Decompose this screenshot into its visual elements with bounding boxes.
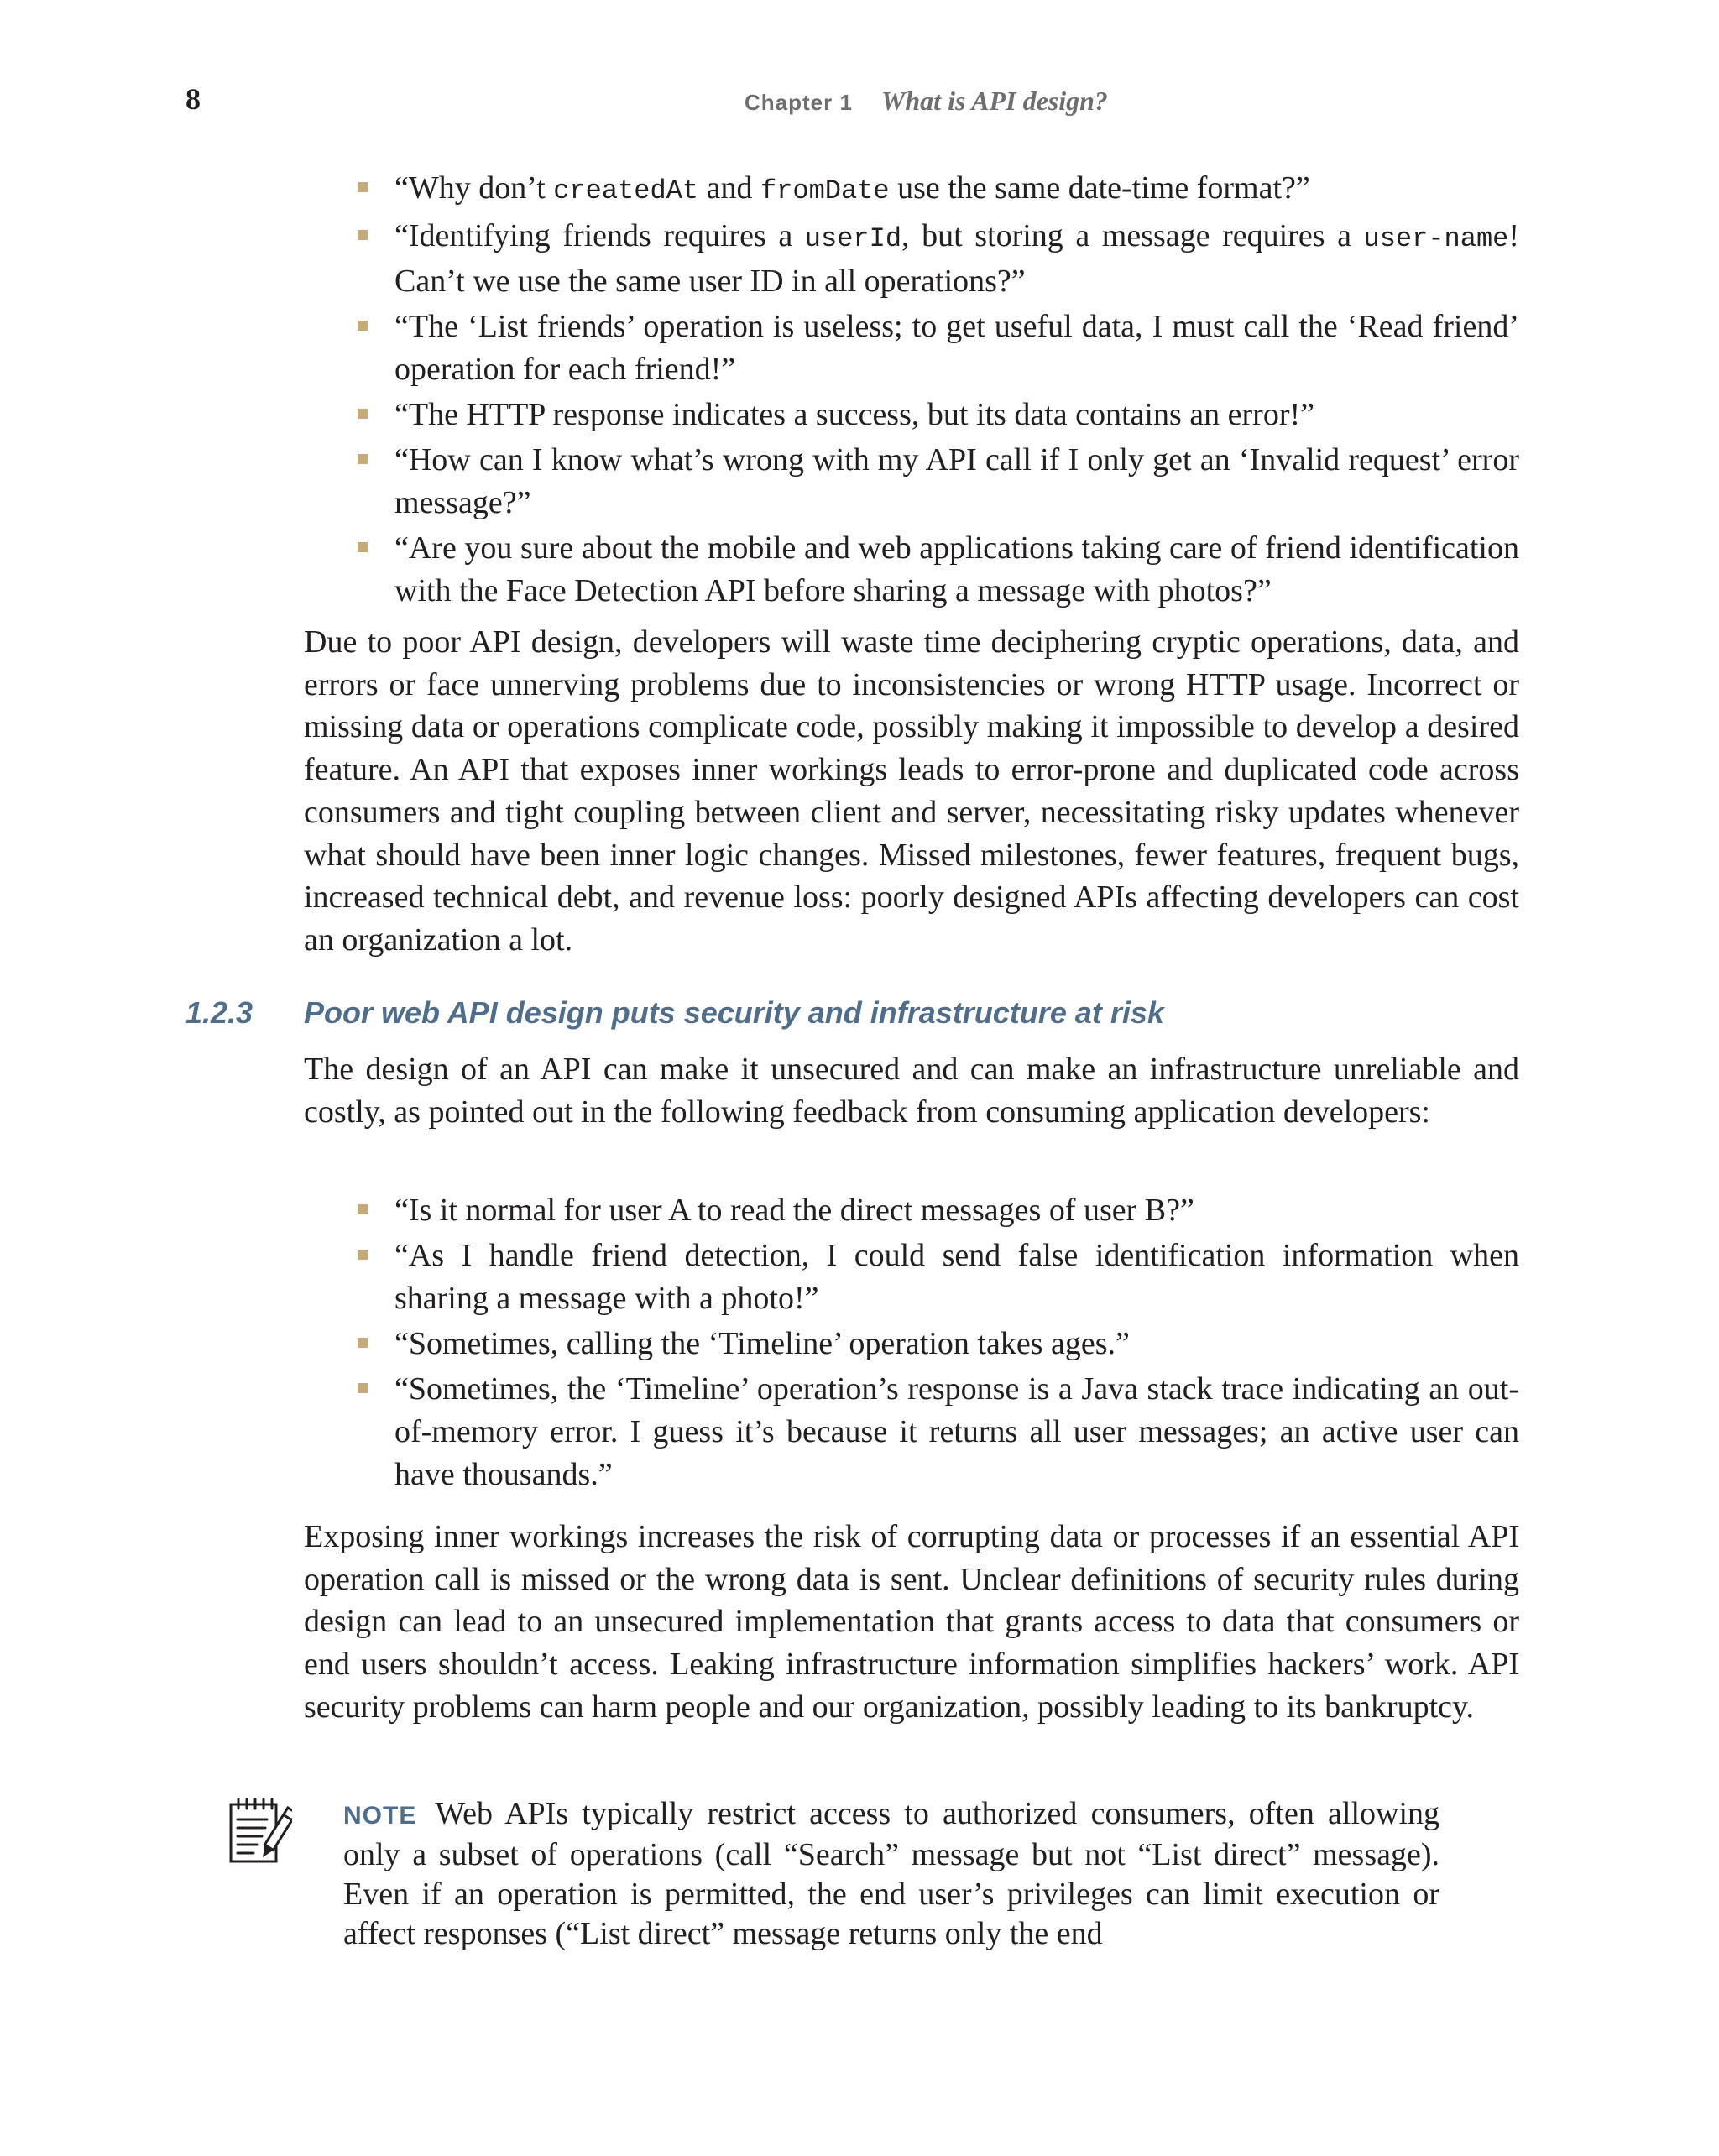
square-bullet-icon xyxy=(358,542,368,552)
square-bullet-icon xyxy=(358,454,368,464)
feedback-list-developers xyxy=(394,167,1519,615)
list-item-text: , but storing a message requires a xyxy=(901,218,1364,253)
list-item-text: “Sometimes, the ‘Timeline’ operation’s response is a Java stack trace indicating an out-of-memory error. I guess it’s because it returns all user messages; an active user can have thousands.” xyxy=(394,1371,1519,1492)
note-callout xyxy=(343,1794,1439,1954)
list-item xyxy=(394,439,1519,525)
list-item xyxy=(394,167,1519,212)
list-item-text: and xyxy=(698,170,760,206)
list-item-text: “Identifying friends requires a xyxy=(394,218,805,253)
list-item-text: “The HTTP response indicates a success, but its data contains an error!” xyxy=(394,397,1314,432)
list-item-text: “The ‘List friends’ operation is useless; to get useful data, I must call the ‘Read friend’ operation for each friend!” xyxy=(394,309,1519,387)
square-bullet-icon xyxy=(358,1383,368,1393)
square-bullet-icon xyxy=(358,1204,368,1214)
feedback-list-security xyxy=(394,1189,1519,1499)
list-item xyxy=(394,1368,1519,1496)
square-bullet-icon xyxy=(358,182,368,192)
chapter-label: Chapter 1 xyxy=(745,90,853,115)
list-item-text: “Why don’t xyxy=(394,170,554,206)
list-item xyxy=(394,215,1519,303)
square-bullet-icon xyxy=(358,1250,368,1260)
page-number: 8 xyxy=(185,82,201,116)
body-paragraph: Due to poor API design, developers will waste time deciphering cryptic operations, data, and errors or face unnerving problems due to inconsistencies or wrong HTTP usage. Incorrect or missing data or operations complicate code, possibly making it impossible to develop a desired feature. An API that exposes inner workings leads to error-prone and duplicated code across consumers and tight coupling between client and server, necessitating risky updates whenever what should have been inner logic changes. Missed milestones, fewer features, frequent bugs, increased technical debt, and revenue loss: poorly designed APIs affecting developers can cost an organization a lot. xyxy=(304,624,1519,958)
square-bullet-icon xyxy=(358,321,368,331)
note-label: NOTE xyxy=(343,1802,417,1830)
list-item xyxy=(394,1189,1519,1232)
list-item-text: use the same date-time format?” xyxy=(889,170,1310,206)
list-item-text: “Is it normal for user A to read the direct messages of user B?” xyxy=(394,1193,1194,1228)
body-paragraph: Exposing inner workings increases the risk of corrupting data or processes if an essential API operation call is missed or the wrong data is sent. Unclear definitions of security rules during design can lead to an unsecured implementation that grants access to data that consumers or end users shouldn’t access. Leaking infrastructure information simplifies hackers’ work. API security problems can harm people and our organization, possibly leading to its bankruptcy. xyxy=(304,1519,1519,1725)
list-item xyxy=(394,1323,1519,1365)
section-number: 1.2.3 xyxy=(185,995,253,1030)
chapter-title: What is API design? xyxy=(880,86,1108,116)
notepad-pencil-icon xyxy=(228,1798,292,1866)
list-item-text: “Are you sure about the mobile and web applications taking care of friend identification with the Face Detection API before sharing a message with photos?” xyxy=(394,530,1519,608)
note-text: Web APIs typically restrict access to authorized consumers, often allowing only a subset of operations (call “Search” message but not “List direct” message). Even if an operation is permitted, the end user’s privileges can limit execution or affect responses (“List direct” message returns only the end xyxy=(343,1796,1439,1951)
inline-code: user-name xyxy=(1363,223,1509,254)
list-item-text: “How can I know what’s wrong with my API call if I only get an ‘Invalid request’ error message?” xyxy=(394,442,1519,520)
running-head xyxy=(745,82,1108,121)
list-item-text: “As I handle friend detection, I could send false identification information when sharing a message with a photo!” xyxy=(394,1238,1519,1316)
inline-code: createdAt xyxy=(553,175,699,206)
list-item xyxy=(394,527,1519,613)
list-item xyxy=(394,1235,1519,1320)
square-bullet-icon xyxy=(358,1338,368,1348)
body-paragraph: The design of an API can make it unsecured and can make an infrastructure unreliable and costly, as pointed out in the following feedback from consuming application developers: xyxy=(304,1052,1519,1130)
inline-code: userId xyxy=(804,223,902,254)
list-item xyxy=(394,305,1519,391)
list-item xyxy=(394,394,1519,436)
list-item-text: “Sometimes, calling the ‘Timeline’ operation takes ages.” xyxy=(394,1326,1130,1361)
list-item-text: ! Can’t we use the same user ID in all operations?” xyxy=(394,218,1519,299)
section-heading: Poor web API design puts security and infrastructure at risk xyxy=(304,995,1164,1030)
inline-code: fromDate xyxy=(760,175,890,206)
square-bullet-icon xyxy=(358,409,368,419)
square-bullet-icon xyxy=(358,230,368,240)
